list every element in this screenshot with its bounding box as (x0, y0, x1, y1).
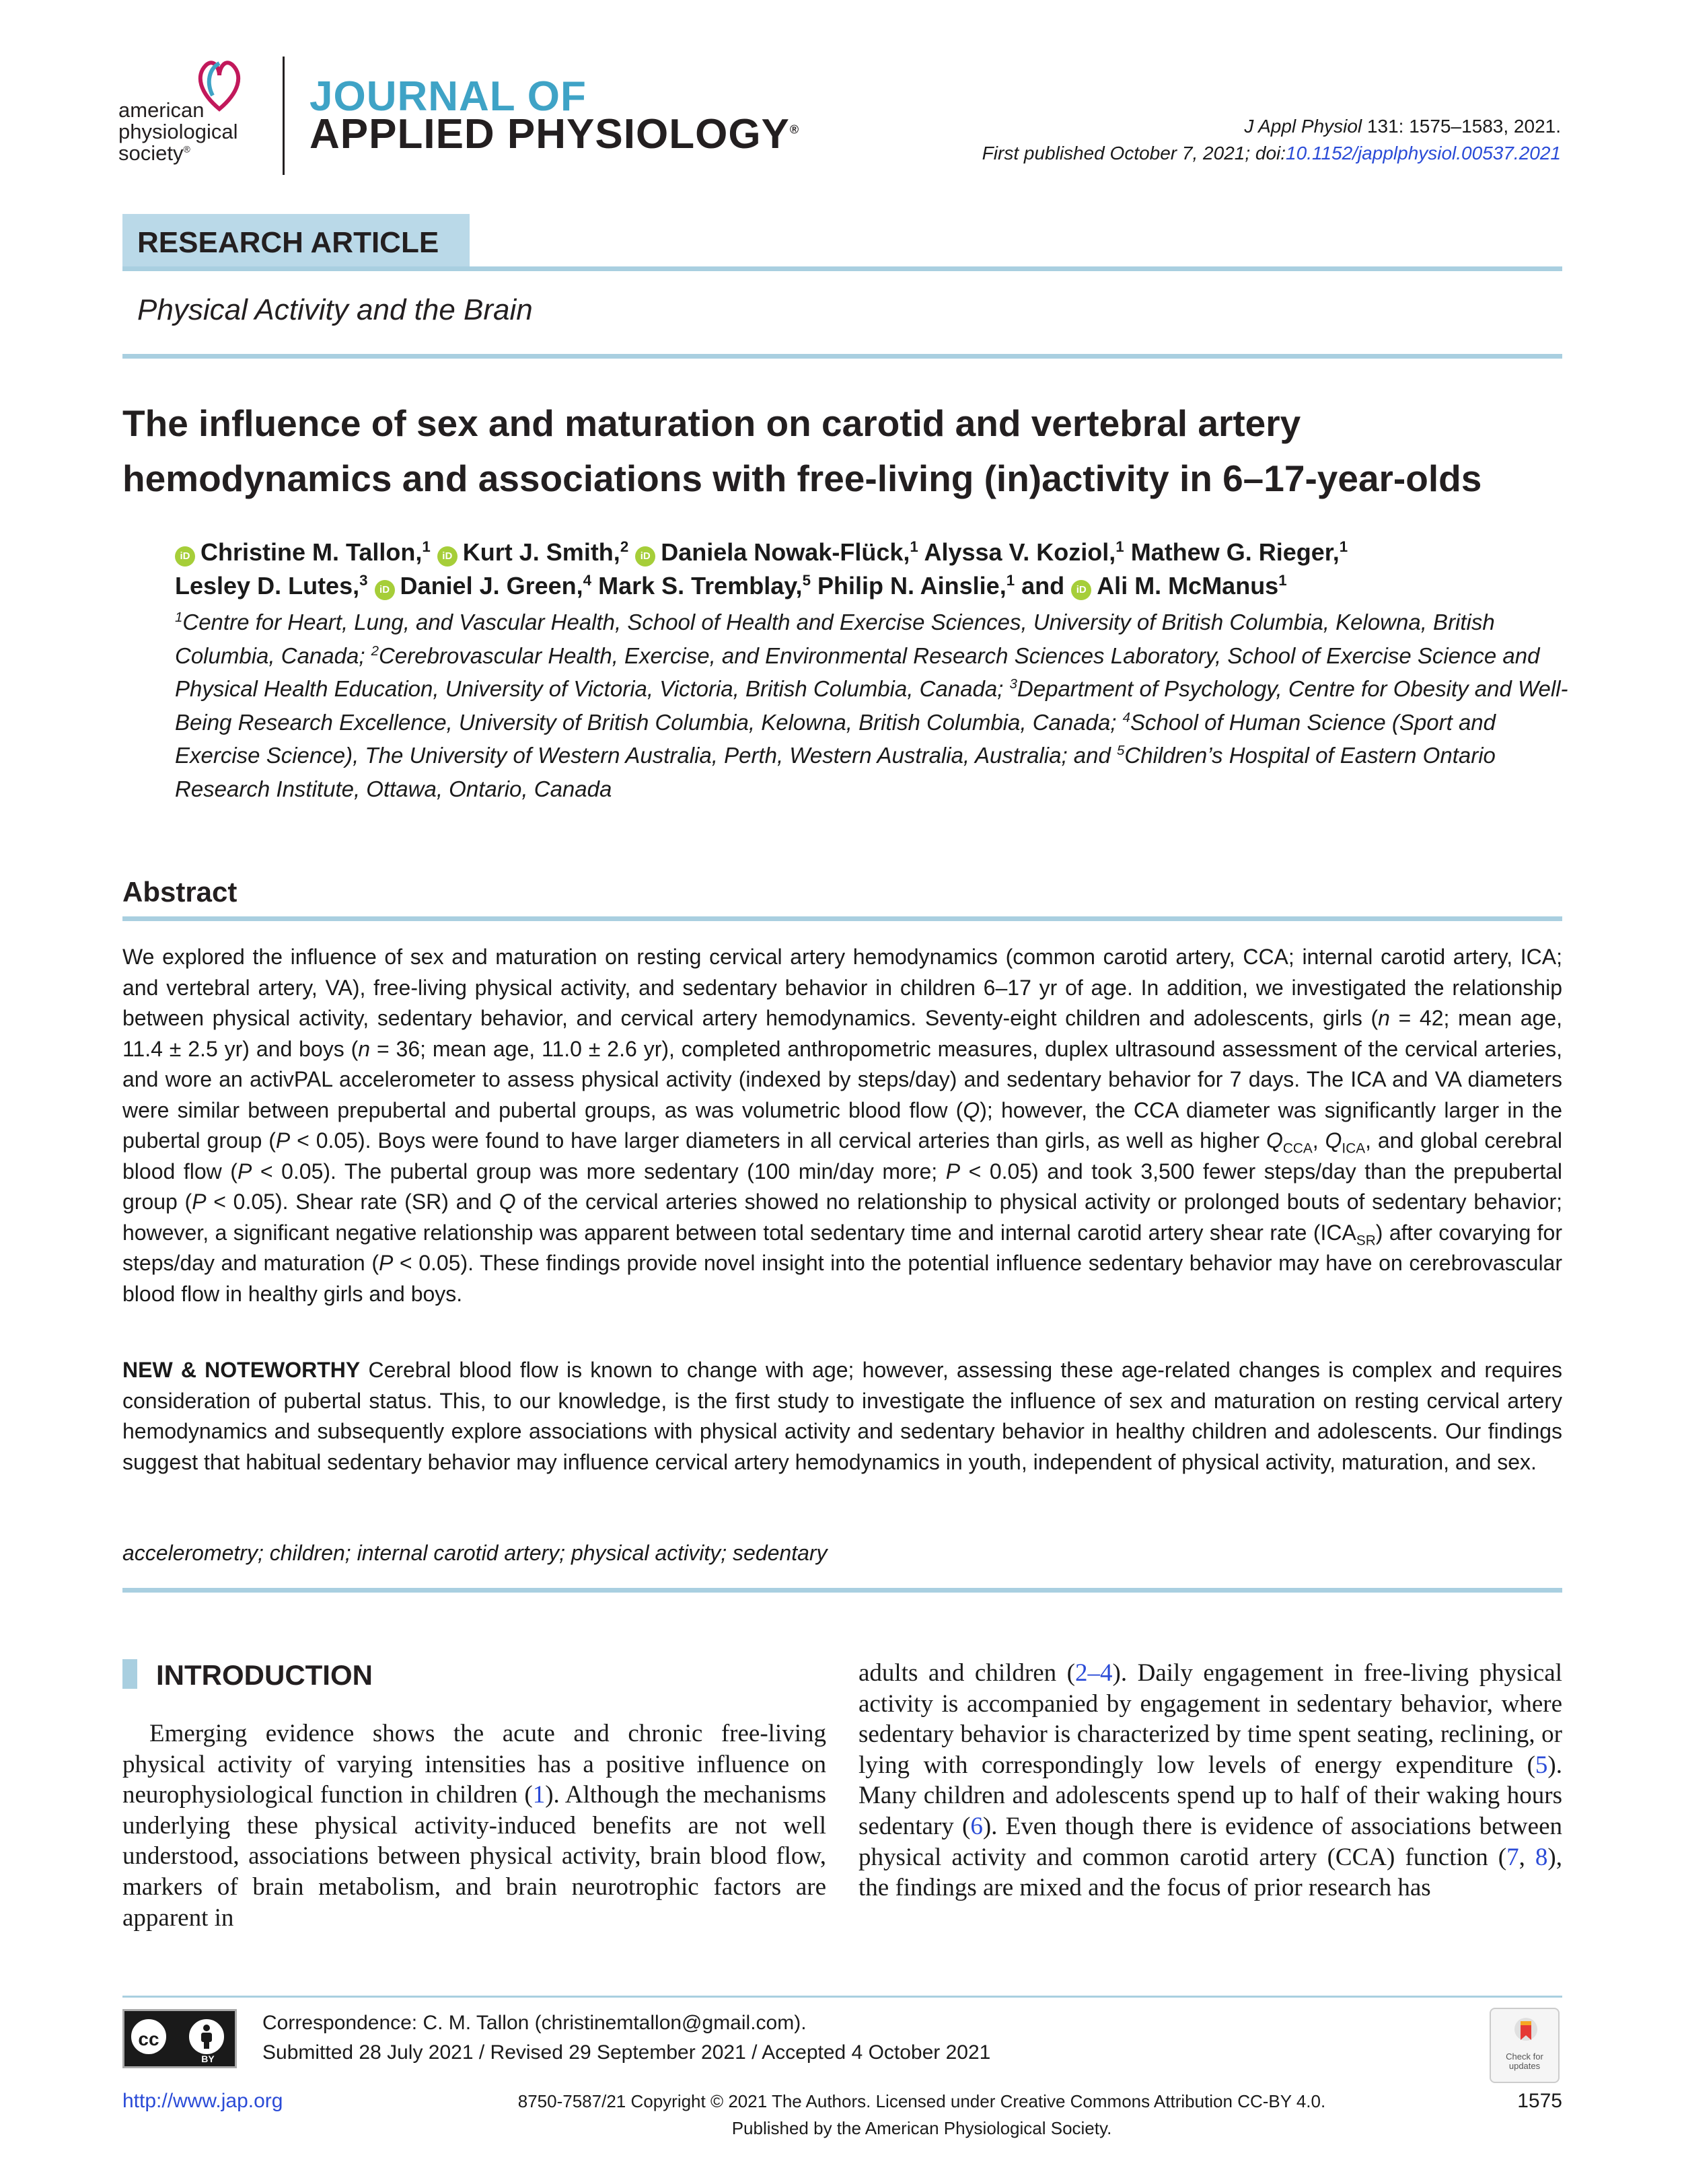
cc-by-license-icon[interactable] (122, 2009, 237, 2068)
introduction-column-right: adults and children (2–4). Daily engagement in free-living physical activity is accompanied by engagement in sedentary behavior, where sedentary behavior is characterized by time spent seating, reclining, or lying with correspondingly low levels of energy expenditure (5). Many children and adolescents spend up to half of their waking hours sedentary (6). Even though there is evidence of associations between physical activity and common carotid artery (CCA) function (7, 8), the findings are mixed and the focus of prior research has (858, 1659, 1562, 1902)
abstract-text: We explored the influence of sex and maturation on resting cervical artery hemodynamics (common carotid artery, CCA; internal carotid artery, ICA; and vertebral artery, VA), free-living physical activity, and sedentary behavior in children 6–17 yr of age. In addition, we investigated the relationship between physical activity, sedentary behavior, and cervical artery hemodynamics. Seventy-eight children and adolescents, girls (n = 42; mean age, 11.4 ± 2.5 yr) and boys (n = 36; mean age, 11.0 ± 2.6 yr), completed anthropometric measures, duplex ultrasound assessment of the cervical arteries, and wore an activPAL accelerometer to assess physical activity (indexed by steps/day) and sedentary behavior for 7 days. The ICA and VA diameters were similar between prepubertal and pubertal groups, as was volumetric blood flow (Q); however, the CCA diameter was significantly larger in the pubertal group (P < 0.05). Boys were found to have larger diameters in all cervical arteries than girls, as well as higher $Q_{CCA}$, $Q_{ICA}$, and global cerebral blood flow (P < 0.05). The pubertal group was more sedentary (100 min/day more; P < 0.05) and took 3,500 fewer steps/day than the prepubertal group (P < 0.05). Shear rate (SR) and Q of the cervical arteries showed no relationship to physical activity or prolonged bouts of sedentary behavior; however, a significant negative relationship was apparent between total sedentary time and internal carotid artery shear rate $(ICA_{SR})$ after covarying for steps/day and maturation (P < 0.05). These findings provide novel insight into the potential influence sedentary behavior may have on cerebrovascular blood flow in healthy girls and boys. (122, 945, 1563, 1306)
author[interactable]: iD Daniela Nowak-Flück,$^1$ (635, 538, 918, 566)
header-divider (283, 57, 285, 175)
orcid-icon[interactable]: iD (635, 546, 655, 567)
author[interactable]: iD Christine M. Tallon,$^1$ (175, 538, 431, 566)
reference-link[interactable]: 7 (1506, 1843, 1519, 1871)
rule-keywords (122, 1588, 1562, 1593)
rule-title (122, 354, 1562, 359)
author-list (175, 536, 1561, 603)
submission-dates: Submitted 28 July 2021 / Revised 29 September 2021 / Accepted 4 October 2021 (262, 2041, 991, 2064)
section-label: Physical Activity and the Brain (137, 293, 533, 326)
orcid-icon[interactable]: iD (437, 546, 458, 567)
journal-title-line2: APPLIED PHYSIOLOGY® (309, 111, 800, 157)
citation: J Appl Physiol 131: 1575–1583, 2021. (1244, 116, 1561, 137)
author[interactable]: Lesley D. Lutes,$^3$ (175, 572, 368, 599)
publisher-line: Published by the American Physiological Society. (731, 2118, 1112, 2138)
copyright-line: 8750-7587/21 Copyright © 2021 The Authors. Licensed under Creative Commons Attribution CC-BY 4.0. (517, 2091, 1326, 2111)
reference-link[interactable]: 2–4 (1075, 1659, 1113, 1687)
author[interactable]: Philip N. Ainslie,$^1$ (817, 572, 1015, 599)
orcid-icon[interactable]: iD (375, 580, 395, 600)
check-for-updates-button[interactable]: Check for updates (1490, 2008, 1560, 2083)
introduction-heading: INTRODUCTION (156, 1659, 373, 1691)
author[interactable]: Alyssa V. Koziol,$^1$ (924, 538, 1124, 566)
keywords: accelerometry; children; internal carotid artery; physical activity; sedentary (122, 1541, 828, 1565)
bookmark-icon (1514, 2017, 1538, 2047)
affiliations: $^1$Centre for Heart, Lung, and Vascular Health, School of Health and Exercise Sciences, University of British Columbia, Kelowna, British Columbia, Canada; $^2$Cerebrovascular Health, Exercise, and Environmental Research Sciences Laboratory, School of Exercise Science and Physical Health Education, University of Victoria, Victoria, British Columbia, Canada; $^3$Department of Psychology, Centre for Obesity and Well-Being Research Excellence, University of British Columbia, Kelowna, British Columbia, Canada; $^4$School of Human Science (Sport and Exercise Science), The University of Western Australia, Perth, Western Australia, Australia; and $^5$Children’s Hospital of Eastern Ontario Research Institute, Ottawa, Ontario, Canada (175, 610, 1568, 801)
reference-link[interactable]: 1 (532, 1781, 546, 1809)
author[interactable]: iD Daniel J. Green,$^4$ (375, 572, 592, 599)
author-conjunction: and (1021, 572, 1065, 599)
page-number: 1575 (1517, 2090, 1562, 2112)
first-published: First published October 7, 2021; doi:10.1152/japplphysiol.00537.2021 (982, 143, 1561, 163)
aps-logo (118, 55, 280, 176)
reference-link[interactable]: 6 (970, 1812, 983, 1840)
correspondence: Correspondence: C. M. Tallon (christinemtallon@gmail.com). (262, 2012, 807, 2034)
article-type: RESEARCH ARTICLE (137, 226, 439, 259)
by-label: BY (201, 2053, 215, 2064)
author[interactable]: iD Kurt J. Smith,$^2$ (437, 538, 628, 566)
cc-icon: cc (129, 2016, 169, 2057)
society-name-line1: american (118, 98, 205, 122)
society-name-line3: society® (118, 141, 190, 165)
journal-url-link[interactable]: http://www.jap.org (122, 2090, 283, 2112)
orcid-icon[interactable]: iD (1071, 580, 1091, 600)
article-title: The influence of sex and maturation on carotid and vertebral artery hemodynamics and associations with free-living (in)activity in 6–17-year-olds (122, 402, 1482, 499)
attribution-icon (186, 2016, 227, 2057)
author[interactable]: Mathew G. Rieger,$^1$ (1130, 538, 1348, 566)
footer-rule (122, 1996, 1562, 1998)
abstract-heading: Abstract (122, 876, 237, 908)
introduction-column-left: Emerging evidence shows the acute and chronic free-living physical activity of varying intensities has a positive influence on neurophysiological function in children (1). Although the mechanisms underlying these physical activity-induced benefits are not well understood, associations between physical activity, brain blood flow, markers of brain metabolism, and brain neurotrophic factors are apparent in (122, 1720, 826, 1932)
author[interactable]: Mark S. Tremblay,$^5$ (598, 572, 811, 599)
doi-link[interactable]: 10.1152/japplphysiol.00537.2021 (1286, 143, 1561, 163)
journal-title-line1: JOURNAL OF (309, 73, 587, 120)
rule-abstract (122, 916, 1562, 921)
rule-top (122, 266, 1562, 271)
reference-link[interactable]: 5 (1535, 1751, 1548, 1779)
section-marker (122, 1659, 137, 1689)
orcid-icon[interactable]: iD (175, 546, 195, 567)
author[interactable]: iD Ali M. McManus$^1$ (1071, 572, 1286, 599)
society-name-line2: physiological (118, 120, 238, 143)
reference-link[interactable]: 8 (1535, 1843, 1548, 1871)
new-and-noteworthy: NEW & NOTEWORTHY Cerebral blood flow is known to change with age; however, assessing these age-related changes is complex and requires consideration of pubertal status. This, to our knowledge, is the first study to investigate the influence of sex and maturation on resting cervical artery hemodynamics and subsequently explore associations with physical activity and sedentary behavior in healthy children and adolescents. Our findings suggest that habitual sedentary behavior may influence cervical artery hemodynamics in youth, independent of physical activity, maturation, and sex. (122, 1358, 1563, 1474)
